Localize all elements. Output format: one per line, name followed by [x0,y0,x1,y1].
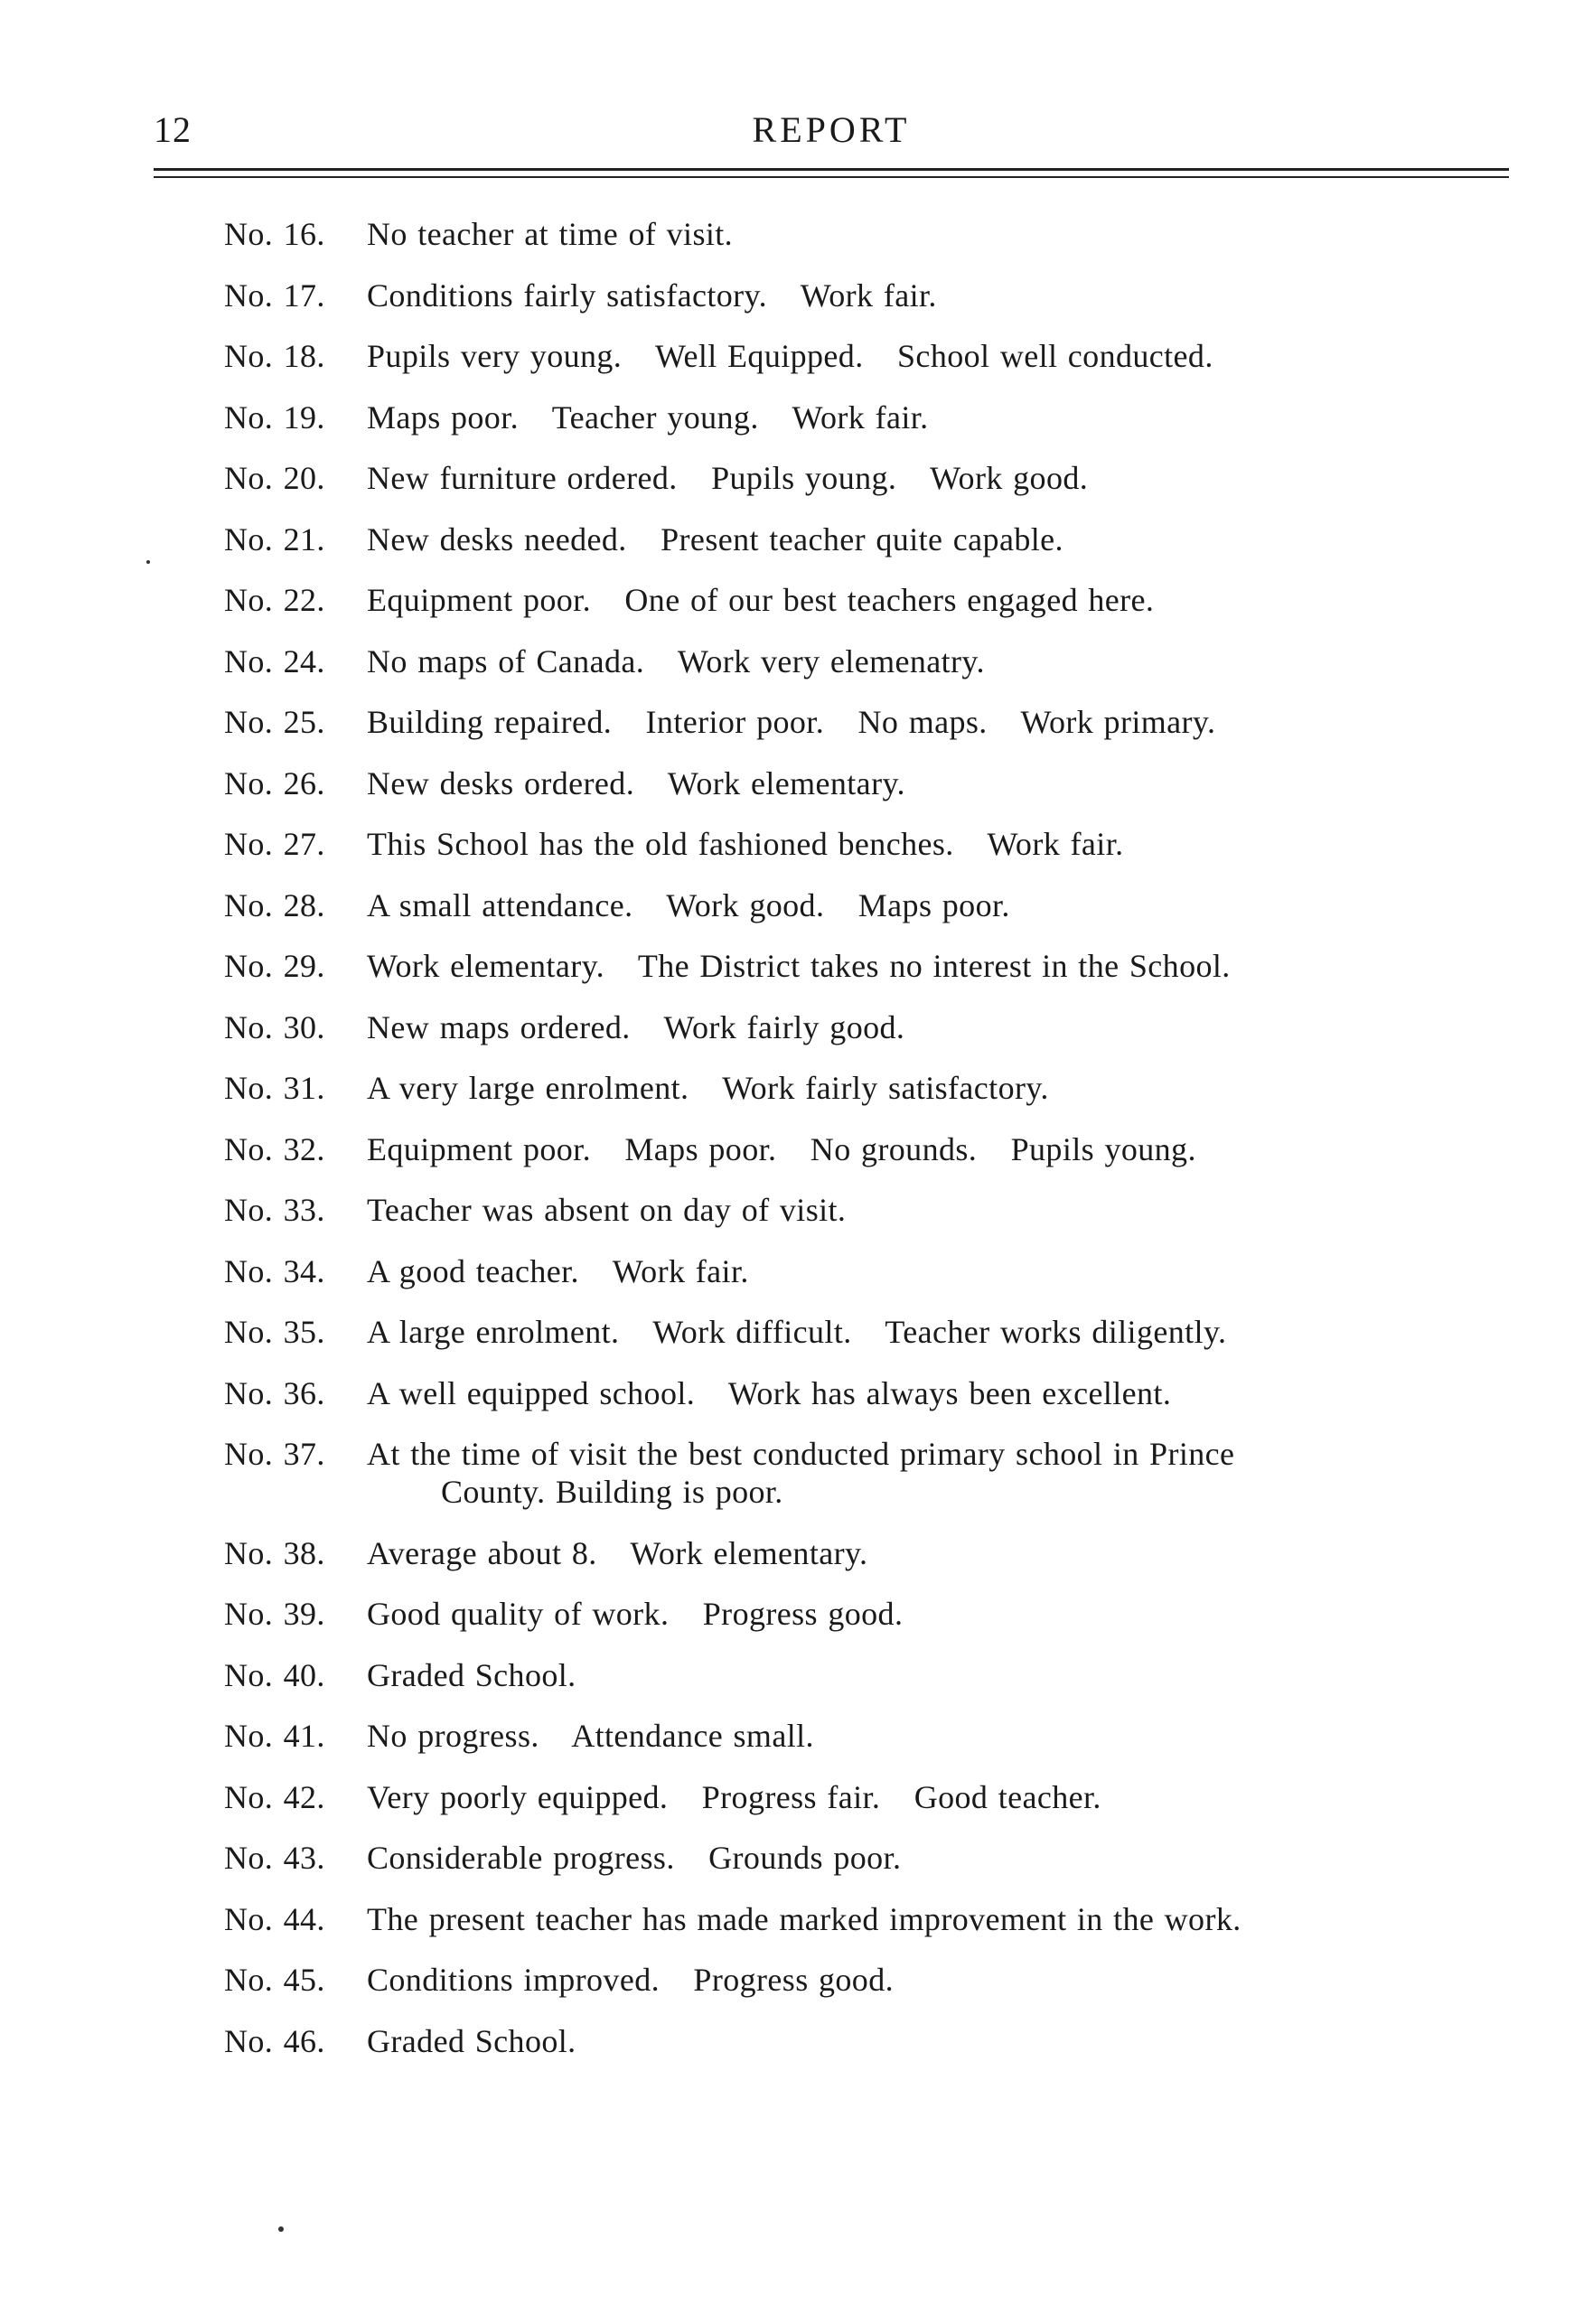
remark-sentence: Average about 8. [367,1534,597,1571]
school-number: No. 27. [224,826,325,862]
report-entry [224,1130,1507,1168]
report-entry [224,459,1507,497]
remark-sentence: Good teacher. [913,1778,1101,1815]
remark-sentence: Interior poor. [645,704,825,740]
school-number: No. 43. [224,1840,325,1876]
report-entry [224,520,1507,558]
running-title: REPORT [752,109,911,150]
remark-sentence: Building repaired. [367,704,613,740]
school-number: No. 20. [224,460,325,496]
school-number: No. 33. [224,1192,325,1228]
remark-sentence: Teacher was absent on day of visit. [367,1192,847,1228]
remark-sentence: Maps poor. [857,886,1010,923]
report-entry [224,337,1507,375]
school-number: No. 40. [224,1656,325,1693]
school-remarks [367,1778,1507,1816]
report-entry [224,1900,1507,1938]
remark-sentence: Teacher young. [551,398,759,436]
report-entry [224,1656,1507,1694]
remark-sentence: The District takes no interest in the School. [637,948,1231,984]
report-entry [224,1595,1507,1633]
report-entry [224,825,1507,863]
remark-sentence: Grounds poor. [708,1840,902,1876]
remark-continuation: County. Building is poor. [441,1474,783,1510]
school-number: No. 34. [224,1252,325,1289]
report-entry [224,886,1507,924]
report-entry [224,2022,1507,2060]
report-entry [224,1435,1507,1511]
remark-sentence: Work primary. [1020,704,1216,740]
remark-sentence: Conditions fairly satisfactory. [367,276,767,314]
remark-sentence: A well equipped school. [367,1374,696,1411]
school-number: No. 24. [224,642,325,679]
school-remarks [367,1191,1507,1229]
remark-sentence: No progress. [367,1718,539,1754]
remark-sentence: Progress good. [693,1962,895,1998]
school-number: No. 28. [224,886,325,923]
remark-sentence: New furniture ordered. [367,460,678,496]
school-remarks [367,1130,1507,1168]
remark-sentence: Maps poor. [624,1130,777,1167]
school-remarks [367,398,1507,436]
remark-sentence: Work very elemenatry. [677,642,985,679]
report-entry [224,1008,1507,1046]
remark-sentence: Teacher works diligently. [885,1314,1227,1350]
report-entry [224,1534,1507,1572]
remark-sentence: Work elementary. [630,1534,868,1571]
report-entry [224,276,1507,314]
remark-sentence: Work good. [666,886,825,923]
report-entry [224,1374,1507,1412]
report-entry [224,947,1507,985]
report-entry [224,398,1507,436]
school-remarks [367,1961,1507,1999]
remark-sentence: A good teacher. [367,1252,579,1289]
remark-sentence: This School has the old fashioned benches. [367,826,954,862]
remark-sentence: Graded School. [367,2022,576,2059]
remark-sentence: No teacher at time of visit. [367,216,734,252]
report-entry [224,581,1507,619]
header-rule [154,168,1509,171]
school-remarks [367,703,1507,741]
report-entry [224,1252,1507,1290]
remark-sentence: Very poorly equipped. [367,1778,669,1815]
page-header [154,108,1509,163]
school-remarks [367,1534,1507,1572]
school-remarks [367,2022,1507,2060]
school-remarks [367,1839,1507,1877]
remark-sentence: School well conducted. [897,338,1213,374]
report-entry [224,1839,1507,1877]
school-report-list [224,215,1507,2083]
remark-sentence: Work elementary. [667,764,905,801]
remark-sentence: The present teacher has made marked improvement in the work. [367,1900,1241,1937]
print-speck [278,2226,284,2232]
remark-sentence: Work fair. [800,276,937,314]
remark-sentence: Work fair. [987,826,1124,862]
report-entry [224,1069,1507,1107]
remark-sentence: Equipment poor. [367,1130,591,1167]
school-number: No. 25. [224,704,325,740]
remark-sentence: Well Equipped. [654,338,864,374]
school-number: No. 35. [224,1314,325,1350]
school-number: No. 19. [224,398,325,436]
school-remarks [367,1900,1507,1938]
report-entry [224,215,1507,253]
school-remarks [367,886,1507,924]
remark-sentence: Considerable progress. [367,1840,675,1876]
school-number: No. 31. [224,1070,325,1106]
school-number: No. 16. [224,216,325,252]
school-number: No. 41. [224,1718,325,1754]
school-number: No. 29. [224,948,325,984]
remark-sentence: No maps. [857,704,988,740]
remark-sentence: New maps ordered. [367,1008,631,1045]
remark-sentence: Work fair. [612,1252,749,1289]
remark-sentence: Pupils very young. [367,338,623,374]
school-remarks [367,459,1507,497]
school-number: No. 39. [224,1596,325,1632]
school-remarks [367,581,1507,619]
school-remarks [367,276,1507,314]
school-number: No. 45. [224,1962,325,1998]
school-remarks [367,1595,1507,1633]
school-number: No. 21. [224,520,325,558]
school-remarks [367,947,1507,985]
school-remarks [367,215,1507,253]
remark-sentence: No grounds. [810,1130,978,1167]
remark-sentence: Work good. [930,460,1089,496]
report-entry [224,1717,1507,1755]
remark-sentence: Work elementary. [367,948,605,984]
school-number: No. 18. [224,338,325,374]
school-number: No. 38. [224,1534,325,1571]
school-number: No. 26. [224,764,325,801]
remark-sentence: Good quality of work. [367,1596,670,1632]
remark-sentence: Progress fair. [701,1778,881,1815]
remark-sentence: Equipment poor. [367,582,591,618]
remark-sentence: New desks needed. [367,520,627,558]
report-entry [224,703,1507,741]
remark-sentence: Pupils young. [711,460,897,496]
remark-sentence: No maps of Canada. [367,642,645,679]
school-remarks [367,1313,1507,1351]
report-entry [224,764,1507,802]
school-remarks [367,1656,1507,1694]
school-remarks [367,337,1507,375]
remark-sentence: Attendance small. [571,1718,814,1754]
report-entry [224,642,1507,680]
remark-sentence: Work difficult. [652,1314,852,1350]
remark-sentence: Work fairly satisfactory. [722,1070,1049,1106]
remark-sentence: One of our best teachers engaged here. [624,582,1155,618]
school-remarks [367,520,1507,558]
school-remarks [367,1069,1507,1107]
report-entry [224,1313,1507,1351]
remark-sentence: Work fair. [792,398,929,436]
school-number: No. 22. [224,582,325,618]
remark-sentence: Work has always been excellent. [727,1374,1172,1411]
remark-sentence: Progress good. [702,1596,904,1632]
report-entry [224,1191,1507,1229]
report-entry [224,1961,1507,1999]
school-number: No. 30. [224,1008,325,1045]
page-number: 12 [154,109,192,150]
school-number: No. 32. [224,1130,325,1167]
school-remarks [367,1252,1507,1290]
remark-sentence: Graded School. [367,1656,576,1693]
school-remarks [367,825,1507,863]
remark-sentence: At the time of visit the best conducted primary school in Prince [367,1436,1235,1472]
school-number: No. 44. [224,1900,325,1937]
remark-sentence: Present teacher quite capable. [661,520,1063,558]
report-entry [224,1778,1507,1816]
remark-sentence: A small attendance. [367,886,633,923]
print-speck [146,560,150,564]
remark-sentence: Pupils young. [1010,1130,1196,1167]
school-remarks [367,1435,1507,1511]
school-number: No. 17. [224,276,325,314]
school-number: No. 42. [224,1778,325,1815]
remark-sentence: New desks ordered. [367,764,635,801]
remark-sentence: Maps poor. [367,398,519,436]
remark-sentence: Work fairly good. [663,1008,905,1045]
remark-sentence: A large enrolment. [367,1314,620,1350]
school-remarks [367,1717,1507,1755]
remark-sentence: Conditions improved. [367,1962,660,1998]
school-remarks [367,1008,1507,1046]
school-remarks [367,764,1507,802]
header-rule-secondary [154,176,1509,178]
school-remarks [367,1374,1507,1412]
school-remarks [367,642,1507,680]
remark-sentence: A very large enrolment. [367,1070,689,1106]
school-number: No. 36. [224,1374,325,1411]
school-number: No. 37. [224,1436,325,1472]
school-number: No. 46. [224,2022,325,2059]
